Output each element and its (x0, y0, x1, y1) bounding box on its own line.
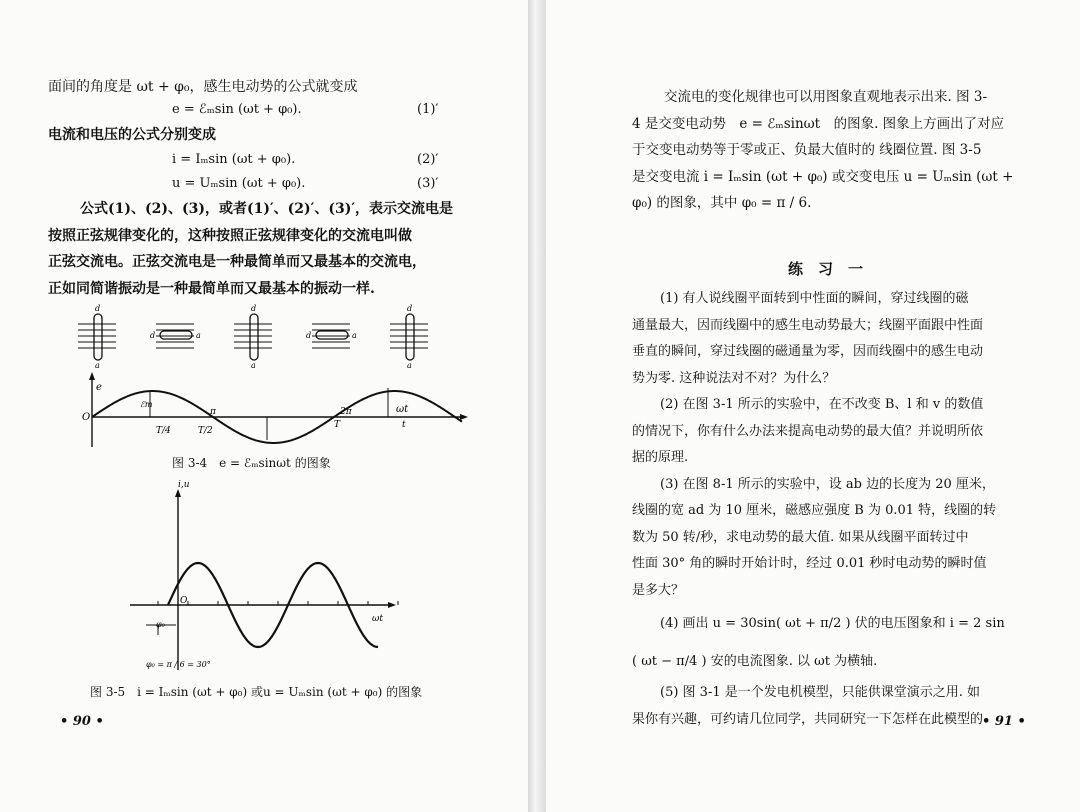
exercise-line: 是多大？ (632, 582, 685, 598)
tick-2pi: 2π (340, 407, 352, 417)
y-axis-arrow (175, 489, 181, 497)
book-gutter (528, 0, 546, 812)
exercise-line: 数为 50 转/秒，求电动势的最大值. 如果从线圈平面转过中 (632, 529, 969, 545)
paragraph-line: 正弦交流电。正弦交流电是一种最简单而又最基本的交流电， (48, 254, 426, 270)
coil-label: d (407, 304, 413, 313)
exercise-line: 果你有兴趣，可约请几位同学，共同研究一下怎样在此模型的 (632, 711, 984, 727)
figure-3-4-caption: 图 3-4 e = ℰₘsinωt 的图象 (172, 456, 331, 470)
current-voltage-intro: 电流和电压的公式分别变成 (48, 127, 216, 143)
equation-2-number: (2)′ (417, 152, 439, 167)
coil-label: d (95, 304, 101, 313)
exercise-line: (3) 在图 8-1 所示的实验中，设 ab 边的长度为 20 厘米， (660, 476, 995, 492)
exercise-line: (5) 图 3-1 是一个发电机模型，只能供课堂演示之用. 如 (660, 685, 981, 700)
omega-t-label: ωt (396, 404, 409, 415)
coil-position-diagram (306, 324, 357, 348)
equation-2: i = Iₘsin (ωt + φ₀). (172, 152, 296, 167)
coil-label: a (196, 331, 201, 340)
exercise-line: 据的原理. (632, 450, 689, 465)
equation-1: e = ℰₘsin (ωt + φ₀). (172, 102, 302, 117)
intro-line: 面间的角度是 ωt + φ₀，感生电动势的公式就变成 (48, 79, 358, 95)
exercise-line: 势为零. 这种说法对不对？为什么？ (632, 370, 836, 386)
coil-label: a (251, 361, 256, 370)
exercise-line: 垂直的瞬间，穿过线圈的磁通量为零，因而线圈中的感生电动 (632, 344, 984, 359)
paragraph-line: 公式(1)、(2)、(3)，或者(1)′、(2)′、(3)′，表示交流电是 (80, 201, 454, 217)
paragraph-line: 按照正弦规律变化的，这种按照正弦规律变化的交流电叫做 (48, 227, 412, 244)
exercise-line: 性面 30° 角的瞬时开始计时，经过 0.01 秒时电动势的瞬时值 (632, 556, 987, 571)
tick-t-half: T/2 (198, 426, 213, 436)
coil-position-diagram (150, 324, 201, 348)
exercise-line: (2) 在图 3-1 所示的实验中，在不改变 B、l 和 v 的数值 (660, 397, 984, 412)
coil-positions (78, 304, 428, 370)
paragraph-line: 交流电的变化规律也可以用图象直观地表示出来. 图 3- (664, 89, 988, 105)
exercise-line: (4) 画出 u = 30sin( ωt + π/2 ) 伏的电压图象和 i = 2 sin (660, 616, 1005, 631)
origin-label-35: O (180, 596, 188, 606)
paragraph-line: 正如同简谐振动是一种最简单而又最基本的振动一样. (48, 280, 375, 297)
paragraph-line: 4 是交变电动势 e = ℰₘsinωt 的图象. 图象上方画出了对应 (632, 115, 1005, 132)
coil-position-diagram (78, 304, 116, 370)
exercise-title: 练 习 一 (788, 260, 864, 278)
x-axis-arrow (388, 602, 396, 608)
page-number-right: • 91 • (982, 714, 1026, 729)
paragraph-line: φ₀) 的图象，其中 φ₀ = π / 6. (632, 195, 812, 211)
exercise-line: 线圈的宽 ad 为 10 厘米，磁感应强度 B 为 0.01 特，线圈的转 (632, 503, 997, 518)
paragraph-line: 于交变电动势等于零或正、负最大值时的 线圈位置. 图 3-5 (632, 142, 982, 158)
coil-label: a (407, 361, 412, 370)
exercise-line: 的情况下，你有什么办法来提高电动势的最大值？并说明所依 (632, 423, 984, 439)
phi0-note: φ₀ = π / 6 = 30° (146, 660, 211, 669)
coil-position-diagram (390, 304, 428, 370)
exercise-line: (1) 有人说线圈平面转到中性面的瞬间，穿过线圈的磁 (660, 291, 969, 306)
tick-t-quarter: T/4 (156, 426, 171, 436)
equation-3-number: (3)′ (417, 176, 439, 191)
equation-3: u = Uₘsin (ωt + φ₀). (172, 176, 306, 191)
figure-3-5 (120, 475, 400, 675)
figure-3-5-caption: 图 3-5 i = Iₘsin (ωt + φ₀) 或u = Uₘsin (ωt + φ₀) 的图象 (90, 685, 423, 699)
e-axis-arrow (89, 372, 95, 380)
coil-label: a (95, 361, 100, 370)
t-axis-arrow (460, 414, 468, 420)
axis-t-label: t (402, 420, 406, 430)
paragraph-line: 是交变电流 i = Iₘsin (ωt + φ₀) 或交变电压 u = Uₘsin (ωt + (632, 168, 1014, 185)
origin-label: O (82, 412, 91, 423)
coil-position-diagram (234, 304, 272, 370)
tick-pi: π (210, 407, 216, 417)
coil-label: a (352, 331, 357, 340)
equation-1-number: (1)′ (417, 102, 439, 117)
phi0-label: φ₀ (156, 620, 165, 629)
graph-description-paragraph (632, 84, 1032, 217)
exercise-line: ( ωt − π/4 ) 安的电流图象. 以 ωt 为横轴. (632, 654, 878, 669)
coil-label: d (150, 331, 156, 340)
coil-label: d (251, 304, 257, 313)
em-label: ℰm (140, 400, 153, 409)
tick-t: T (334, 420, 341, 430)
omega-t-label-35: ωt (372, 614, 383, 624)
figure-3-4 (70, 300, 470, 450)
exercise-line: 通量最大，因而线圈中的感生电动势最大；线圈平面跟中性面 (632, 317, 984, 333)
sine-ac-paragraph (48, 196, 460, 302)
coil-label: d (306, 331, 312, 340)
page-number-left: • 90 • (60, 714, 104, 729)
axis-iu-label: i,u (178, 480, 190, 490)
exercise-list (632, 286, 1032, 733)
axis-e-label: e (96, 382, 102, 393)
